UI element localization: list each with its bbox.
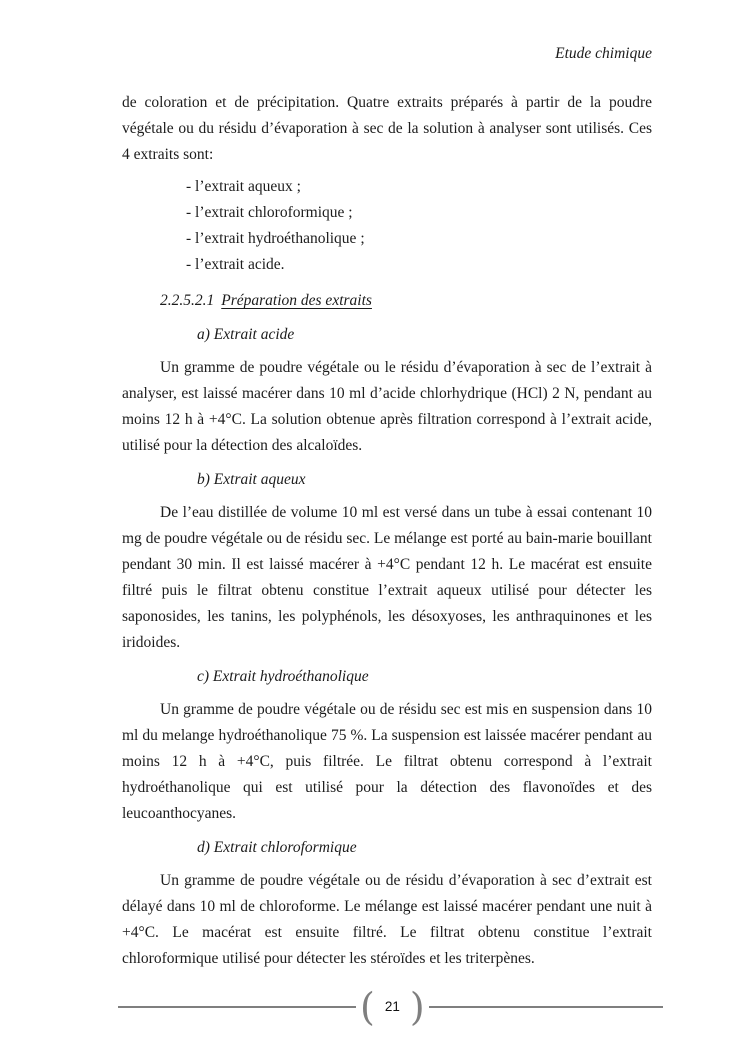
subsection-paragraph-b: De l’eau distillée de volume 10 ml est versé dans un tube à essai contenant 10 mg de poudre végétale ou de résidu sec. Le mélange est porté au bain-marie bouillant pendant 30 min. Il est laissé macérer à +4°C pendant 12 h. Le macérat est ensuite filtré puis le filtrat obtenu constitue l’extrait aqueux utilisé pour détecter les saponosides, les tanins, les polyphénols, les désoxyoses, les anthraquinones et les iridoides. (122, 504, 652, 651)
section-number: 2.2.5.2.1 (160, 292, 215, 309)
extract-list (122, 174, 652, 278)
subsection-paragraph-c: Un gramme de poudre végétale ou de résidu sec est mis en suspension dans 10 ml du melange hydroéthanolique 75 %. La suspension est laissée macérer pendant au moins 12 h à +4°C, puis filtrée. Le filtrat obtenu correspond à l’extrait hydroéthanolique qui est utilisé pour la détection des flavonoïdes et des leucoanthocyanes. (122, 701, 652, 822)
list-item: - l’extrait aqueux ; (186, 178, 301, 195)
list-item: - l’extrait chloroformique ; (186, 204, 353, 221)
intro-paragraph: de coloration et de précipitation. Quatre extraits préparés à partir de la poudre végétale ou du résidu d’évaporation à sec de la solution à analyser sont utilisés. Ces 4 extraits sont: (122, 94, 652, 163)
running-header: Etude chimique (555, 45, 652, 62)
footer-rule-left (118, 1006, 356, 1008)
page-number-bracket-right-icon: ) (409, 985, 425, 1029)
subsection-heading-b: b) Extrait aqueux (197, 471, 306, 488)
page-footer (118, 985, 663, 1029)
section-title: Préparation des extraits (221, 292, 372, 309)
page-number: 21 (384, 999, 400, 1014)
page-number-bracket-left-icon: ( (360, 985, 375, 1029)
subsection-paragraph-a: Un gramme de poudre végétale ou le résidu d’évaporation à sec de l’extrait à analyser, est laissé macérer dans 10 ml d’acide chlorhydrique (HCl) 2 N, pendant au moins 12 h à +4°C. La solution obtenue après filtration correspond à l’extrait acide, utilisé pour la détection des alcaloïdes. (122, 359, 652, 454)
subsection-paragraph-d: Un gramme de poudre végétale ou de résidu d’évaporation à sec d’extrait est délayé dans 10 ml de chloroforme. Le mélange est laissé macérer pendant une nuit à +4°C. Le macérat est ensuite filtré. Le filtrat obtenu constitue l’extrait chloroformique utilisé pour détecter les stéroïdes et les triterpènes. (122, 872, 652, 967)
subsection-heading-a: a) Extrait acide (197, 326, 295, 343)
subsection-heading-d: d) Extrait chloroformique (197, 839, 357, 856)
section-heading (122, 288, 652, 314)
footer-rule-right (429, 1006, 663, 1008)
subsection-heading-c: c) Extrait hydroéthanolique (197, 668, 369, 685)
list-item: - l’extrait hydroéthanolique ; (186, 230, 365, 247)
list-item: - l’extrait acide. (186, 256, 285, 273)
